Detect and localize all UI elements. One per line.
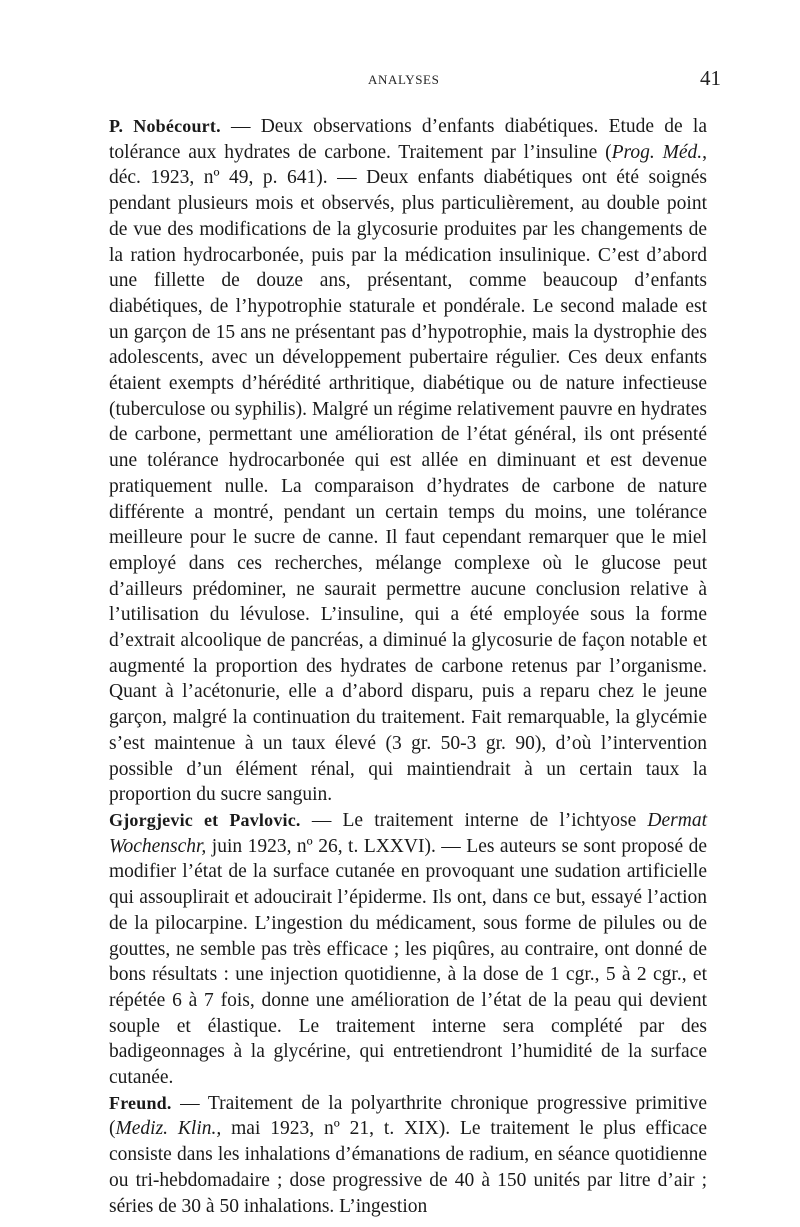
running-title: ANALYSES [368,72,440,87]
entry-body: juin 1923, nº 26, t. LXXVI). — Les auteurs se sont proposé de modifier l’état de la surface cutanée en provoquant une sudation artificielle qui assouplirait et adoucirait l’épiderme. Ils ont, dans ce but, essayé l’action de la pilocarpine. L’ingestion du médicament, sous forme de pilules ou de gouttes, ne semble pas très efficace ; les piqûres, au contraire, ont donné de bons résultats : une injection quotidienne, à la dose de 1 cgr., 5 à 2 cgr., et répétée 6 à 7 fois, donne une amélioration de l’état de la peau qui devient souple et élastique. Le traitement interne sera complété par des badigeonnages à la glycérine, qui entretiendront l’humidité de la surface cutanée. [109,835,707,1089]
abstracts-column [109,114,707,1219]
entry-author: Gjorgjevic et Pavlovic. [109,809,301,830]
entry-source: Prog. Méd. [611,141,703,163]
entry-author: Freund. [109,1092,172,1113]
entry-body: mai 1923, nº 21, t. XIX). Le traitement le plus efficace consiste dans les inhalations d’émanations de radium, en séance quotidienne ou tri-hebdomadaire ; dose progressive de 40 à 150 unités par litre d’air ; séries de 30 à 50 inhalations. L’ingestion [109,1118,707,1217]
entry-source: Dermat Wochenschr, [109,809,707,857]
entry-author: P. Nobécourt. [109,116,221,136]
entry-source: Mediz. Klin., [115,1118,222,1140]
abstract-entry-gjorgjevic-pavlovic [109,808,707,1091]
entry-intro: — Le traitement interne de l’ichtyose [300,809,648,831]
abstract-entry-freund [109,1091,707,1220]
entry-intro: — Traitement de la polyarthrite chronique progressive primitive ( [109,1092,707,1140]
abstract-entry-nobecourt [109,114,707,808]
entry-intro: — Deux observations d’enfants diabétiques. Etude de la tolérance aux hydrates de carbone. Traitement par l’insuline ( [109,116,707,163]
entry-body: , déc. 1923, nº 49, p. 641). — Deux enfants diabétiques ont été soignés pendant plusieurs mois et observés, plus particulièrement, au double point de vue des modifications de la glycosurie produites par les changements de la ration hydrocarbonée, puis par la médication insulinique. C’est d’abord une fillette de douze ans, présentant, comme beaucoup d’enfants diabétiques, de l’hypotrophie staturale et pondérale. Le second malade est un garçon de 15 ans ne présentant pas d’hypotrophie, mais la dystrophie des adolescents, avec un développement pubertaire régulier. Ces deux enfants étaient exempts d’hérédité arthritique, diabétique ou de nature infectieuse (tuberculose ou syphilis). Malgré un régime relativement pauvre en hydrates de carbone, permettant une amélioration de l’état général, ils ont présenté une tolérance hydrocarbonée qui est allée en diminuant et est devenue pratiquement nulle. La comparaison d’hydrates de carbone de nature différente a montré, pendant un certain temps du moins, une tolérance meilleure pour le sucre de canne. Il faut cependant remarquer que le miel employé dans ces recherches, mélange complexe où le glucose peut d’ailleurs prédominer, ne saurait permettre aucune conclusion relative à l’utilisation du lévulose. L’insuline, qui a été employée sous la forme d’extrait alcoolique de pancréas, a diminué la glycosurie de façon notable et augmenté la proportion des hydrates de carbone retenus par l’organisme. Quant à l’acétonurie, elle a d’abord disparu, puis a reparu chez le jeune garçon, malgré la continuation du traitement. Fait remarquable, la glycémie s’est maintenue à un taux élevé (3 gr. 50-3 gr. 90), d’où l’intervention possible d’un élément rénal, qui maintiendrait à un certain taux la proportion du sucre sanguin. [109,141,707,806]
page-number: 41 [700,66,721,90]
